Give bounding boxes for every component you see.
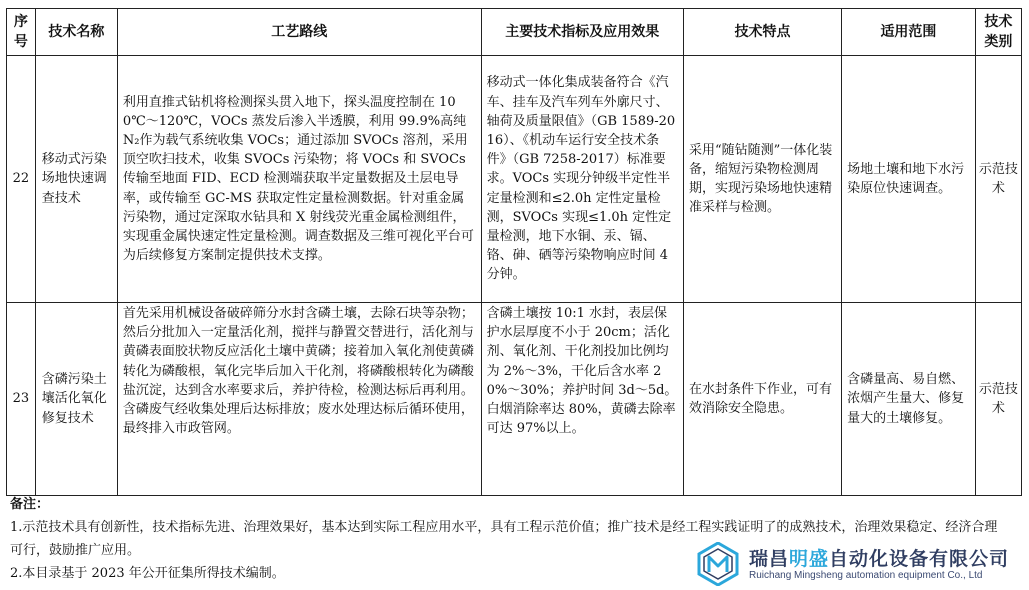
watermark-company-name-cn (749, 544, 1009, 571)
header-technology-name: 技术名称 (35, 9, 117, 56)
cell-indicators-effects: 含磷土壤按 10:1 水封，表层保护水层厚度不小于 20cm；活化剂、氧化剂、干化剂投加比例均为 2%～3%，干化后含水率 20%～30%；养护时间 3d～5d。白烟消除率达 80%，黄磷去除率可达 97%以上。 (481, 303, 683, 496)
table-header-row (7, 9, 1022, 56)
header-technology-category: 技术类别 (975, 9, 1021, 56)
header-serial-number: 序号 (7, 9, 36, 56)
header-process-route: 工艺路线 (117, 9, 481, 56)
company-watermark (697, 540, 1027, 588)
header-indicators-effects: 主要技术指标及应用效果 (481, 9, 683, 56)
header-technical-features: 技术特点 (683, 9, 841, 56)
cell-technology-name: 含磷污染土壤活化氧化修复技术 (35, 303, 117, 496)
watermark-cn-accent: 明盛 (789, 548, 830, 570)
cell-technology-category: 示范技术 (975, 56, 1021, 303)
watermark-cn-prefix: 瑞昌 (749, 548, 790, 570)
cell-technical-features: 采用“随钻随测”一体化装备，缩短污染物检测周期，实现污染场地快速精准采样与检测。 (683, 56, 841, 303)
cell-technology-name: 移动式污染场地快速调查技术 (35, 56, 117, 303)
note-item-2: 2.本目录基于 2023 年公开征集所得技术编制。 (10, 566, 285, 581)
notes-title: 备注： (10, 497, 50, 512)
table-row (7, 303, 1022, 496)
cell-process-route: 首先采用机械设备破碎筛分水封含磷土壤，去除石块等杂物；然后分批加入一定量活化剂，搅拌与静置交替进行，活化剂与黄磷表面胶状物反应活化土壤中黄磷；接着加入氧化剂使黄磷转化为磷酸根，氧化完毕后加入干化剂，将磷酸根转化为磷酸盐沉淀，达到含水率要求后，养护待检，检测达标后再利用。含磷废气经收集处理后达标排放；废水处理达标后循环使用，最终排入市政管网。 (117, 303, 481, 496)
cell-application-scope: 场地土壤和地下水污染原位快速调查。 (842, 56, 976, 303)
header-application-scope: 适用范围 (842, 9, 976, 56)
watermark-cn-suffix: 自动化设备有限公司 (829, 548, 1010, 570)
hexagon-m-logo-icon (697, 542, 739, 586)
cell-application-scope: 含磷量高、易自燃、浓烟产生量大、修复量大的土壤修复。 (842, 303, 976, 496)
technology-catalog-table-wrap (6, 8, 1022, 496)
cell-indicators-effects: 移动式一体化集成装备符合《汽车、挂车及汽车列车外廓尺寸、轴荷及质量限值》（GB 1589-2016）、《机动车运行安全技术条件》（GB 7258-2017）标准要求。VOCs 实现分钟级半定性半定量检测和≤2.0h 定性定量检测，SVOCs 实现≤1.0h 定性定量检测，地下水铜、汞、镉、铬、砷、硒等污染物响应时间 4 分钟。 (481, 56, 683, 303)
cell-serial-number: 22 (7, 56, 36, 303)
cell-process-route: 利用直推式钻机将检测探头贯入地下，探头温度控制在 100℃～120℃，VOCs 蒸发后渗入半透膜，利用 99.9%高纯 N₂作为载气系统收集 VOCs；通过添加 SVOCs 溶剂，采用顶空吹扫技术，收集 SVOCs 污染物；将 VOCs 和 SVOCs 传输至地面 FID、ECD 检测端获取半定量数据及土层电导率，或传输至 GC-MS 获取定性定量检测数据。针对重金属污染物，通过定深取水钻具和 X 射线荧光重金属检测组件，实现重金属快速定性定量检测。调查数据及三维可视化平台可为后续修复方案制定提供技术支撑。 (117, 56, 481, 303)
technology-catalog-table (6, 8, 1022, 496)
note-item-1: 1.示范技术具有创新性，技术指标先进、治理效果好，基本达到实际工程应用水平，具有工程示范价值；推广技术是经工程实践证明了的成熟技术，治理效果稳定、经济合理可行，鼓励推广应用。 (10, 520, 998, 558)
table-row (7, 56, 1022, 303)
cell-technology-category: 示范技术 (975, 303, 1021, 496)
cell-serial-number: 23 (7, 303, 36, 496)
cell-technical-features: 在水封条件下作业，可有效消除安全隐患。 (683, 303, 841, 496)
watermark-company-name-en: Ruichang Mingsheng automation equipment Co., Ltd (749, 570, 983, 581)
